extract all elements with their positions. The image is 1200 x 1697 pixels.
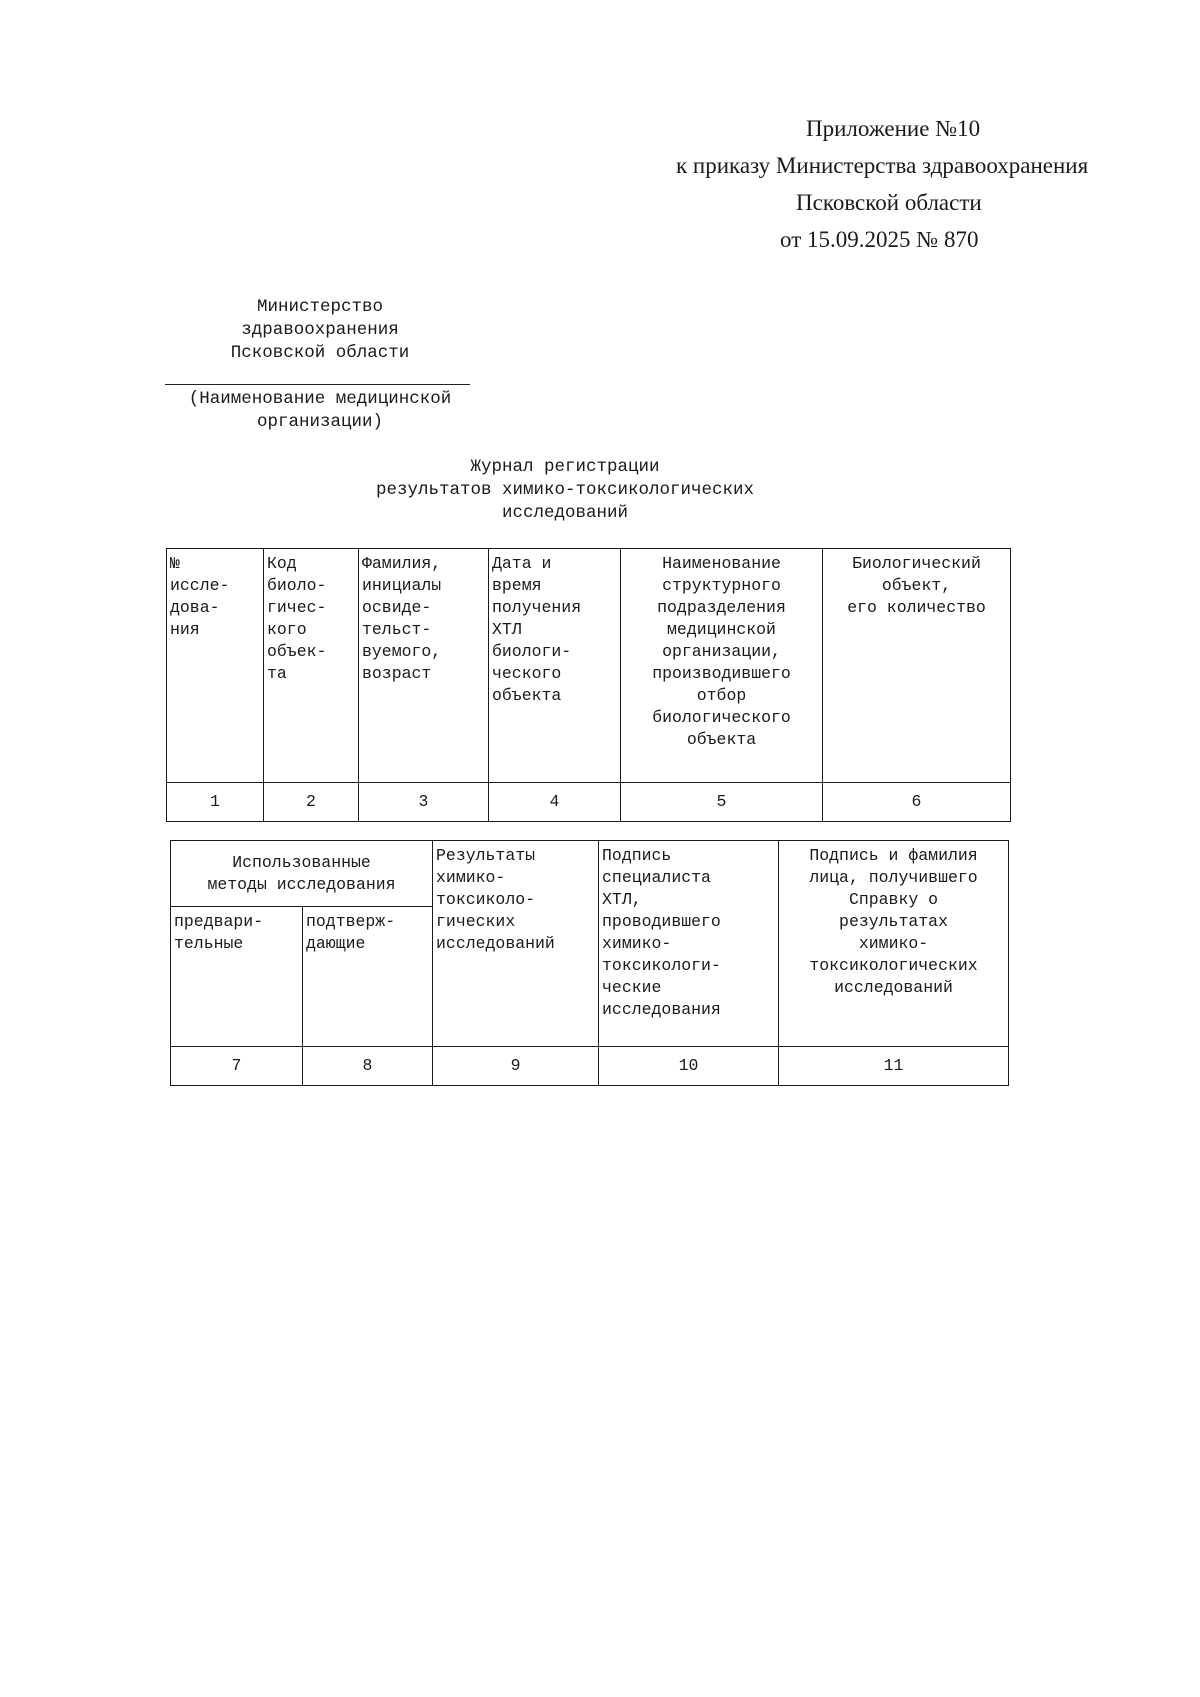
region-name: Псковской области — [796, 190, 982, 215]
appendix-number: Приложение №10 — [806, 116, 981, 141]
registration-table-part-2 — [170, 840, 1009, 1086]
column-header-study-number: № иссле- дова- ния — [167, 549, 264, 783]
journal-title: Журнал регистрации результатов химико-токсикологических исследований — [375, 457, 755, 523]
table-header-row — [171, 841, 1009, 907]
column-number: 6 — [823, 783, 1011, 822]
appendix-header — [650, 110, 1130, 258]
column-number: 7 — [171, 1047, 303, 1086]
registration-table-part-1 — [166, 548, 1011, 822]
ministry-name: Министерство здравоохранения Псковской области — [230, 297, 410, 363]
column-number: 3 — [359, 783, 489, 822]
column-header-receipt-datetime: Дата и время получения ХТЛ биологи- ческого объекта — [489, 549, 621, 783]
table-number-row — [167, 783, 1011, 822]
column-header-examinee-name: Фамилия, инициалы освиде- тельст- вуемого, возраст — [359, 549, 489, 783]
column-header-methods-used: Использованные методы исследования — [171, 841, 433, 907]
column-header-bio-object-amount: Биологический объект, его количество — [823, 549, 1011, 783]
column-header-structural-unit: Наименование структурного подразделения медицинской организации, производившего отбор биологического объекта — [621, 549, 823, 783]
column-number: 1 — [167, 783, 264, 822]
organization-name-line — [165, 384, 470, 385]
column-number: 4 — [489, 783, 621, 822]
table-number-row — [171, 1047, 1009, 1086]
column-header-recipient-signature: Подпись и фамилия лица, получившего Справку о результатах химико- токсикологических исследований — [779, 841, 1009, 1047]
organization-caption: (Наименование медицинской организации) — [188, 389, 452, 432]
column-header-test-results: Результаты химико- токсиколо- гических исследований — [433, 841, 599, 1047]
column-header-preliminary-methods: предвари- тельные — [171, 907, 303, 1047]
column-header-specialist-signature: Подпись специалиста ХТЛ, проводившего химико- токсикологи- ческие исследования — [599, 841, 779, 1047]
column-header-bio-object-code: Код биоло- гичес- кого объек- та — [264, 549, 359, 783]
column-header-confirmatory-methods: подтверж- дающие — [303, 907, 433, 1047]
column-number: 11 — [779, 1047, 1009, 1086]
order-reference: к приказу Министерства здравоохранения — [676, 153, 1089, 178]
column-number: 8 — [303, 1047, 433, 1086]
order-date-number: от 15.09.2025 № 870 — [780, 227, 979, 252]
column-number: 2 — [264, 783, 359, 822]
column-number: 9 — [433, 1047, 599, 1086]
table-header-row — [167, 549, 1011, 783]
column-number: 5 — [621, 783, 823, 822]
column-number: 10 — [599, 1047, 779, 1086]
